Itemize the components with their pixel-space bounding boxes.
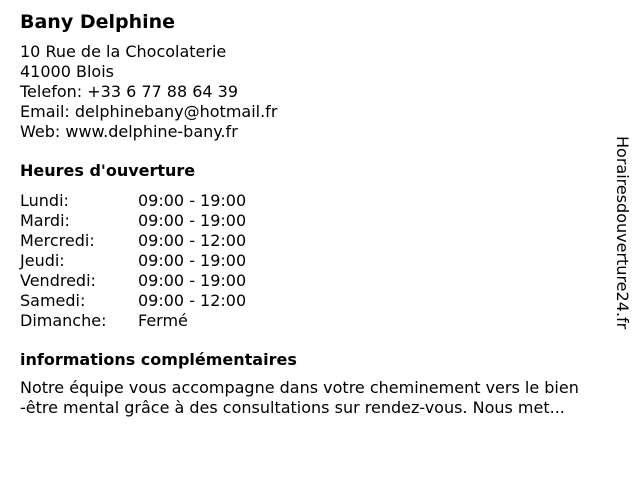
hours-row — [20, 291, 246, 311]
info-description — [20, 378, 616, 418]
info-line-2: -être mental grâce à des consultations sur rendez-vous. Nous met... — [20, 398, 565, 417]
phone-line: Telefon: +33 6 77 88 64 39 — [20, 82, 239, 101]
hours-row — [20, 231, 246, 251]
day-label: Vendredi: — [20, 271, 96, 290]
day-label: Mardi: — [20, 211, 70, 230]
hours-heading: Heures d'ouverture — [20, 161, 196, 180]
day-label: Dimanche: — [20, 311, 107, 330]
info-heading: informations complémentaires — [20, 350, 297, 369]
day-label: Samedi: — [20, 291, 86, 310]
day-label: Mercredi: — [20, 231, 95, 250]
info-line-1: Notre équipe vous accompagne dans votre cheminement vers le bien — [20, 378, 579, 397]
day-time: 09:00 - 19:00 — [138, 251, 247, 270]
address-street: 10 Rue de la Chocolaterie — [20, 42, 227, 61]
day-time: 09:00 - 12:00 — [138, 231, 247, 250]
day-time: 09:00 - 19:00 — [138, 271, 247, 290]
hours-row — [20, 191, 246, 211]
hours-row — [20, 251, 246, 271]
day-time: 09:00 - 19:00 — [138, 191, 247, 210]
day-label: Jeudi: — [20, 251, 65, 270]
contact-block — [20, 42, 616, 142]
day-time: Fermé — [138, 311, 188, 330]
address-city: 41000 Blois — [20, 62, 114, 81]
business-name: Bany Delphine — [20, 11, 176, 33]
web-line: Web: www.delphine-bany.fr — [20, 122, 238, 141]
hours-row — [20, 311, 246, 331]
hours-row — [20, 211, 246, 231]
day-time: 09:00 - 19:00 — [138, 211, 247, 230]
day-label: Lundi: — [20, 191, 69, 210]
day-time: 09:00 - 12:00 — [138, 291, 247, 310]
business-card — [20, 10, 616, 418]
hours-table — [20, 191, 246, 331]
brand-watermark: Horairesdouverture24.fr — [613, 136, 632, 330]
hours-row — [20, 271, 246, 291]
email-line: Email: delphinebany@hotmail.fr — [20, 102, 278, 121]
